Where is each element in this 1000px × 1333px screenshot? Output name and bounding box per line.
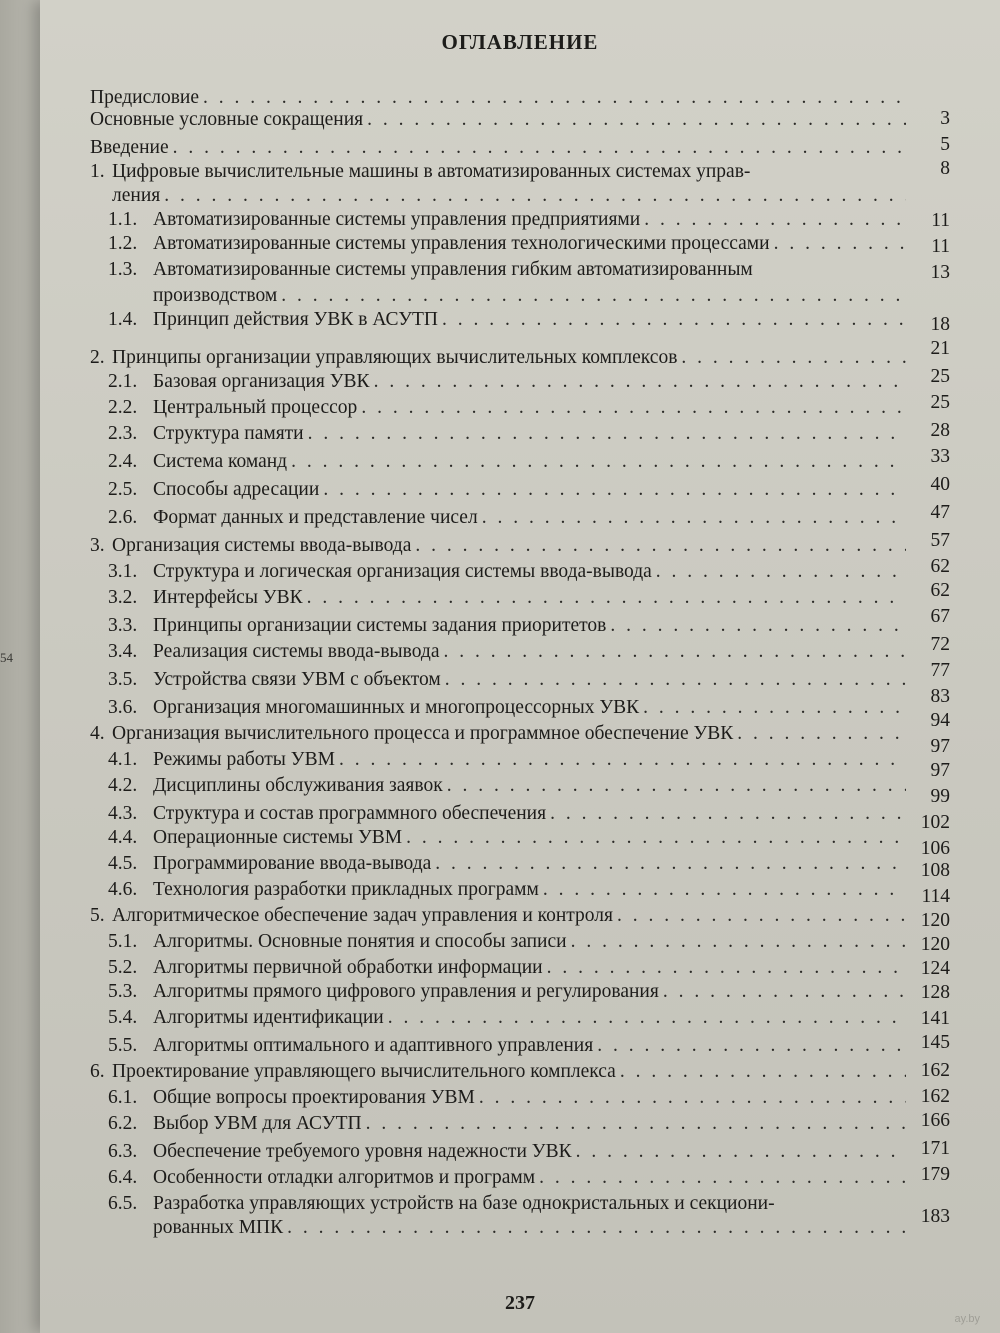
toc-entry-number: 6.4. bbox=[108, 1167, 138, 1188]
dot-leader bbox=[339, 748, 906, 772]
toc-entry-number: 1.1. bbox=[108, 209, 138, 230]
toc-entry bbox=[108, 422, 910, 446]
dot-leader bbox=[597, 1034, 906, 1058]
toc-entry bbox=[90, 1060, 910, 1084]
toc-entry bbox=[108, 748, 910, 772]
toc-entry-page: 183 bbox=[920, 1206, 950, 1227]
toc-entry-number: 1.2. bbox=[108, 233, 138, 254]
toc-entry bbox=[108, 1192, 910, 1216]
toc-entry-label: Система команд bbox=[153, 451, 288, 472]
toc-entry-label: Реализация системы ввода-вывода bbox=[153, 641, 440, 662]
toc-entry bbox=[108, 878, 910, 902]
toc-entry-number: 4.1. bbox=[108, 749, 138, 770]
toc-entry-label: Основные условные сокращения bbox=[90, 109, 364, 130]
dot-leader bbox=[482, 506, 906, 530]
toc-entry bbox=[108, 980, 910, 1004]
toc-entry-number: 2.3. bbox=[108, 423, 138, 444]
toc-entry-number: 5.4. bbox=[108, 1007, 138, 1028]
toc-entry-label: Способы адресации bbox=[153, 479, 320, 500]
page-number: 237 bbox=[505, 1292, 535, 1314]
toc-entry-number: 5.3. bbox=[108, 981, 138, 1002]
toc-entry bbox=[90, 160, 910, 184]
toc-entry-page: 102 bbox=[920, 812, 950, 833]
toc-entry bbox=[108, 668, 910, 692]
dot-leader bbox=[307, 586, 906, 610]
toc-entry-page: 97 bbox=[930, 760, 950, 781]
toc-entry bbox=[108, 258, 910, 282]
toc-entry-page: 166 bbox=[920, 1110, 950, 1131]
toc-entry-number: 3.3. bbox=[108, 615, 138, 636]
dot-leader bbox=[547, 956, 906, 980]
toc-entry-page: 128 bbox=[920, 982, 950, 1003]
dot-leader bbox=[774, 232, 906, 256]
watermark: ay.by bbox=[954, 1313, 980, 1325]
toc-entry-label: Организация вычислительного процесса и программное обеспечение УВК bbox=[112, 723, 734, 744]
dot-leader bbox=[287, 1216, 906, 1240]
toc-entry-label: Интерфейсы УВК bbox=[153, 587, 303, 608]
toc-entry-number: 4.4. bbox=[108, 827, 138, 848]
toc-entry bbox=[108, 640, 910, 664]
toc-entry bbox=[90, 136, 910, 160]
toc-entry-number: 3.5. bbox=[108, 669, 138, 690]
toc-entry-page: 25 bbox=[930, 366, 950, 387]
toc-entry bbox=[108, 802, 910, 826]
toc-entry-number: 5. bbox=[90, 905, 105, 926]
toc-entry-number: 5.2. bbox=[108, 957, 138, 978]
dot-leader bbox=[576, 1140, 906, 1164]
toc-entry-label: Организация многомашинных и многопроцессорных УВК bbox=[153, 697, 640, 718]
toc-entry-label: Алгоритмы оптимального и адаптивного управления bbox=[153, 1035, 594, 1056]
toc-entry-label: Проектирование управляющего вычислительного комплекса bbox=[112, 1061, 616, 1082]
toc-entry-number: 2.4. bbox=[108, 451, 138, 472]
toc-entry-continuation-text: рованных МПК bbox=[153, 1217, 284, 1238]
toc-entry-page: 40 bbox=[930, 474, 950, 495]
toc-entry-number: 2. bbox=[90, 347, 105, 368]
toc-entry-label: Алгоритмы первичной обработки информации bbox=[153, 957, 543, 978]
toc-entry-number: 5.1. bbox=[108, 931, 138, 952]
dot-leader bbox=[442, 308, 906, 332]
toc-entry-page: 97 bbox=[930, 736, 950, 757]
dot-leader bbox=[681, 346, 906, 370]
toc-entry-page: 62 bbox=[930, 556, 950, 577]
toc-entry-number: 2.1. bbox=[108, 371, 138, 392]
toc-entry-page: 25 bbox=[930, 392, 950, 413]
toc-entry-number: 3.2. bbox=[108, 587, 138, 608]
facing-page-bleed-text: 54 bbox=[0, 650, 13, 665]
toc-entry bbox=[108, 1006, 910, 1030]
dot-leader bbox=[656, 560, 906, 584]
toc-entry-label: Программирование ввода-вывода bbox=[153, 853, 432, 874]
toc-entry bbox=[108, 852, 910, 876]
dot-leader bbox=[539, 1166, 906, 1190]
dot-leader bbox=[644, 208, 906, 232]
toc-entry-label: Операционные системы УВМ bbox=[153, 827, 403, 848]
toc-entry-label: Выбор УВМ для АСУТП bbox=[153, 1113, 362, 1134]
dot-leader bbox=[620, 1060, 906, 1084]
toc-entry bbox=[90, 86, 910, 110]
toc-entry-page: 179 bbox=[920, 1164, 950, 1185]
toc-entry-continuation bbox=[153, 284, 910, 308]
toc-entry-continuation bbox=[112, 184, 910, 208]
toc-entry-number: 2.6. bbox=[108, 507, 138, 528]
toc-entry-number: 2.5. bbox=[108, 479, 138, 500]
toc-entry-page: 11 bbox=[931, 210, 950, 231]
toc-entry-page: 145 bbox=[920, 1032, 950, 1053]
toc-entry-label: Введение bbox=[90, 137, 169, 158]
dot-leader bbox=[479, 1086, 906, 1110]
toc-entry-label: Принцип действия УВК в АСУТП bbox=[153, 309, 438, 330]
toc-entry-page: 3 bbox=[940, 108, 950, 129]
toc-entry-label: Предисловие bbox=[90, 87, 200, 108]
toc-entry-label: Принципы организации управляющих вычислительных комплексов bbox=[112, 347, 678, 368]
book-page bbox=[40, 0, 1000, 1333]
dot-leader bbox=[367, 108, 906, 132]
toc-entry-page: 11 bbox=[931, 236, 950, 257]
toc-entry-number: 6.2. bbox=[108, 1113, 138, 1134]
toc-entry-number: 4.6. bbox=[108, 879, 138, 900]
toc-entry bbox=[108, 1112, 910, 1136]
toc-entry-page: 99 bbox=[930, 786, 950, 807]
toc-entry-label: Общие вопросы проектирования УВМ bbox=[153, 1087, 475, 1108]
dot-leader bbox=[447, 774, 906, 798]
toc-entry bbox=[108, 1034, 910, 1058]
toc-entry-label: Особенности отладки алгоритмов и программ bbox=[153, 1167, 536, 1188]
toc-entry-page: 62 bbox=[930, 580, 950, 601]
toc-entry-page: 120 bbox=[920, 910, 950, 931]
toc-entry-number: 6.1. bbox=[108, 1087, 138, 1108]
dot-leader bbox=[443, 640, 906, 664]
toc-entry-number: 1.3. bbox=[108, 259, 138, 280]
toc-entry-label: Принципы организации системы задания приоритетов bbox=[153, 615, 607, 636]
toc-entry-label: Автоматизированные системы управления технологическими процессами bbox=[153, 233, 770, 254]
toc-entry bbox=[108, 232, 910, 256]
toc-entry bbox=[108, 774, 910, 798]
toc-entry-number: 3.1. bbox=[108, 561, 138, 582]
toc-entry-page: 21 bbox=[930, 338, 950, 359]
toc-entry bbox=[108, 614, 910, 638]
toc-entry-label: Алгоритмы идентификации bbox=[153, 1007, 384, 1028]
dot-leader bbox=[388, 1006, 906, 1030]
dot-leader bbox=[550, 802, 906, 826]
toc-entry-label: Базовая организация УВК bbox=[153, 371, 370, 392]
toc-entry-number: 6.3. bbox=[108, 1141, 138, 1162]
toc-entry-page: 162 bbox=[920, 1086, 950, 1107]
dot-leader bbox=[406, 826, 906, 850]
toc-entry-number: 6. bbox=[90, 1061, 105, 1082]
toc-entry-page: 57 bbox=[930, 530, 950, 551]
toc-entry bbox=[108, 560, 910, 584]
toc-entry bbox=[108, 1140, 910, 1164]
toc-entry-page: 171 bbox=[920, 1138, 950, 1159]
toc-entry-page: 47 bbox=[930, 502, 950, 523]
dot-leader bbox=[366, 1112, 906, 1136]
toc-entry-number: 3. bbox=[90, 535, 105, 556]
toc-entry-page: 13 bbox=[930, 262, 950, 283]
toc-entry-number: 4.3. bbox=[108, 803, 138, 824]
toc-entry-label: Центральный процессор bbox=[153, 397, 358, 418]
toc-entry-continuation bbox=[153, 1216, 910, 1240]
toc-entry-page: 108 bbox=[920, 860, 950, 881]
toc-entry-label: Дисциплины обслуживания заявок bbox=[153, 775, 443, 796]
toc-entry-label: Формат данных и представление чисел bbox=[153, 507, 478, 528]
toc-entry-label: Обеспечение требуемого уровня надежности УВК bbox=[153, 1141, 572, 1162]
dot-leader bbox=[617, 904, 906, 928]
dot-leader bbox=[543, 878, 906, 902]
dot-leader bbox=[737, 722, 906, 746]
dot-leader bbox=[291, 450, 906, 474]
dot-leader bbox=[323, 478, 906, 502]
dot-leader bbox=[415, 534, 906, 558]
toc-entry bbox=[90, 904, 910, 928]
dot-leader bbox=[164, 184, 906, 208]
toc-entry-label: Устройства связи УВМ с объектом bbox=[153, 669, 441, 690]
facing-page-edge bbox=[0, 0, 40, 1333]
toc-entry-continuation-text: производством bbox=[153, 285, 278, 306]
toc-entry-label: Автоматизированные системы управления предприятиями bbox=[153, 209, 641, 230]
toc-entry bbox=[108, 696, 910, 720]
toc-entry-number: 5.5. bbox=[108, 1035, 138, 1056]
toc-entry-page: 8 bbox=[940, 158, 950, 179]
toc-entry-page: 106 bbox=[920, 838, 950, 859]
toc-entry-label: Цифровые вычислительные машины в автоматизированных системах управ- bbox=[112, 161, 751, 182]
toc-entry bbox=[108, 478, 910, 502]
table-of-contents bbox=[40, 0, 1000, 1333]
toc-entry-number: 4. bbox=[90, 723, 105, 744]
dot-leader bbox=[435, 852, 906, 876]
toc-entry bbox=[108, 956, 910, 980]
toc-entry-page: 18 bbox=[930, 314, 950, 335]
toc-entry-number: 1. bbox=[90, 161, 105, 182]
toc-entry-label: Структура и логическая организация системы ввода-вывода bbox=[153, 561, 652, 582]
toc-entry-label: Разработка управляющих устройств на базе однокристальных и секциони- bbox=[153, 1193, 775, 1214]
dot-leader bbox=[361, 396, 906, 420]
toc-entry bbox=[108, 930, 910, 954]
toc-entry-page: 94 bbox=[930, 710, 950, 731]
toc-entry-number: 3.4. bbox=[108, 641, 138, 662]
toc-entry bbox=[90, 534, 910, 558]
toc-entry bbox=[108, 506, 910, 530]
toc-entry-label: Технология разработки прикладных программ bbox=[153, 879, 539, 900]
toc-entry-number: 6.5. bbox=[108, 1193, 138, 1214]
dot-leader bbox=[308, 422, 906, 446]
page-title: ОГЛАВЛЕНИЕ bbox=[441, 30, 599, 54]
toc-entry bbox=[90, 108, 910, 132]
dot-leader bbox=[610, 614, 906, 638]
toc-entry-page: 33 bbox=[930, 446, 950, 467]
toc-entry-label: Алгоритмы прямого цифрового управления и регулирования bbox=[153, 981, 659, 1002]
toc-entry bbox=[90, 722, 910, 746]
toc-entry-page: 124 bbox=[920, 958, 950, 979]
dot-leader bbox=[374, 370, 906, 394]
toc-entry-page: 5 bbox=[940, 134, 950, 155]
toc-entry bbox=[108, 1086, 910, 1110]
dot-leader bbox=[203, 86, 906, 110]
dot-leader bbox=[281, 284, 906, 308]
toc-entry-number: 4.5. bbox=[108, 853, 138, 874]
toc-entry bbox=[108, 586, 910, 610]
dot-leader bbox=[173, 136, 906, 160]
toc-entry-label: Режимы работы УВМ bbox=[153, 749, 335, 770]
toc-entry-continuation-text: ления bbox=[112, 185, 161, 206]
toc-entry-label: Алгоритмическое обеспечение задач управления и контроля bbox=[112, 905, 614, 926]
toc-entry-number: 3.6. bbox=[108, 697, 138, 718]
toc-entry-label: Автоматизированные системы управления гибким автоматизированным bbox=[153, 259, 753, 280]
toc-entry-page: 77 bbox=[930, 660, 950, 681]
toc-entry-page: 28 bbox=[930, 420, 950, 441]
toc-entry-page: 120 bbox=[920, 934, 950, 955]
toc-entry bbox=[108, 396, 910, 420]
dot-leader bbox=[571, 930, 906, 954]
toc-entry bbox=[90, 346, 910, 370]
toc-entry-label: Структура и состав программного обеспечения bbox=[153, 803, 547, 824]
toc-entry bbox=[108, 370, 910, 394]
dot-leader bbox=[643, 696, 906, 720]
toc-entry-label: Организация системы ввода-вывода bbox=[112, 535, 412, 556]
toc-entry-page: 67 bbox=[930, 606, 950, 627]
toc-entry bbox=[108, 826, 910, 850]
toc-entry-number: 1.4. bbox=[108, 309, 138, 330]
toc-entry-page: 141 bbox=[920, 1008, 950, 1029]
toc-entry-page: 114 bbox=[921, 886, 950, 907]
toc-entry bbox=[108, 1166, 910, 1190]
toc-entry-number: 4.2. bbox=[108, 775, 138, 796]
dot-leader bbox=[663, 980, 906, 1004]
toc-entry-label: Алгоритмы. Основные понятия и способы записи bbox=[153, 931, 567, 952]
toc-entry-page: 72 bbox=[930, 634, 950, 655]
dot-leader bbox=[445, 668, 906, 692]
toc-entry-label: Структура памяти bbox=[153, 423, 304, 444]
toc-entry-page: 162 bbox=[920, 1060, 950, 1081]
toc-entry bbox=[108, 208, 910, 232]
toc-entry-number: 2.2. bbox=[108, 397, 138, 418]
toc-entry-page: 83 bbox=[930, 686, 950, 707]
toc-entry bbox=[108, 308, 910, 332]
toc-entry bbox=[108, 450, 910, 474]
